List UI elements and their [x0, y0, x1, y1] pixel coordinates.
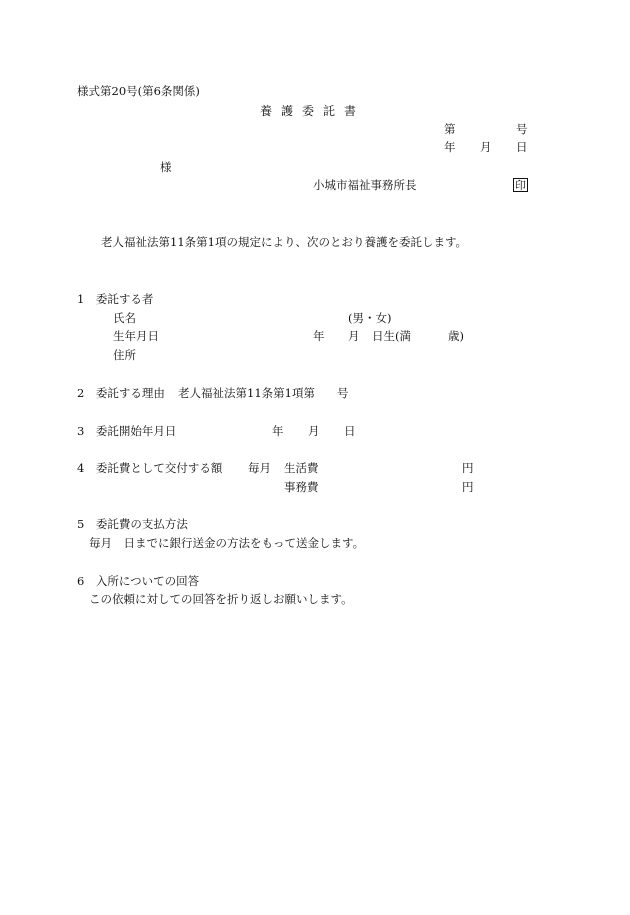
office-cost-label: 事務費	[284, 480, 319, 494]
intro-text: 老人福祉法第11条第1項の規定により、次のとおり養護を委託します。	[101, 235, 468, 249]
birth-year-unit: 年	[313, 329, 325, 343]
office-cost-yen: 円	[462, 480, 474, 494]
section-2-heading: 2 委託する理由	[77, 386, 165, 400]
issue-date-year: 年	[444, 140, 456, 154]
start-day-unit: 日	[344, 424, 356, 438]
doc-number-suffix: 号	[516, 122, 528, 136]
seal-mark: 印	[515, 179, 526, 192]
section-6-heading: 6 入所についての回答	[77, 574, 200, 588]
seal-mark-wrapper	[513, 178, 528, 192]
birth-month-unit: 月	[348, 329, 360, 343]
monthly-label: 毎月	[248, 461, 271, 475]
birth-day-age: 日生(満	[372, 329, 411, 343]
birth-date-label: 生年月日	[113, 329, 159, 343]
reason-prefix: 老人福祉法第11条第1項第	[178, 386, 315, 400]
document-title: 養護委託書	[260, 104, 366, 118]
reason-suffix: 号	[337, 386, 349, 400]
living-cost-yen: 円	[462, 461, 474, 475]
form-number: 様式第20号(第6条関係)	[77, 84, 200, 98]
issue-date-month: 月	[480, 140, 492, 154]
section-1-heading: 1 委託する者	[77, 292, 154, 306]
start-year-unit: 年	[272, 424, 284, 438]
issue-date-day: 日	[516, 140, 528, 154]
name-label: 氏名	[113, 311, 136, 325]
doc-number-prefix: 第	[444, 122, 456, 136]
section-3-heading: 3 委託開始年月日	[77, 424, 177, 438]
sex-options: (男・女)	[348, 311, 392, 325]
section-4-heading: 4 委託費として交付する額	[77, 461, 223, 475]
living-cost-label: 生活費	[284, 461, 319, 475]
issuer-name: 小城市福祉事務所長	[313, 178, 417, 192]
payment-method-text: 毎月 日までに銀行送金の方法をもって送金します。	[89, 536, 365, 550]
addressee-suffix: 様	[160, 160, 172, 174]
reply-request-text: この依頼に対しての回答を折り返しお願いします。	[89, 592, 353, 606]
section-5-heading: 5 委託費の支払方法	[77, 517, 188, 531]
start-month-unit: 月	[308, 424, 320, 438]
age-suffix: 歳)	[448, 329, 464, 343]
address-label: 住所	[113, 348, 136, 362]
